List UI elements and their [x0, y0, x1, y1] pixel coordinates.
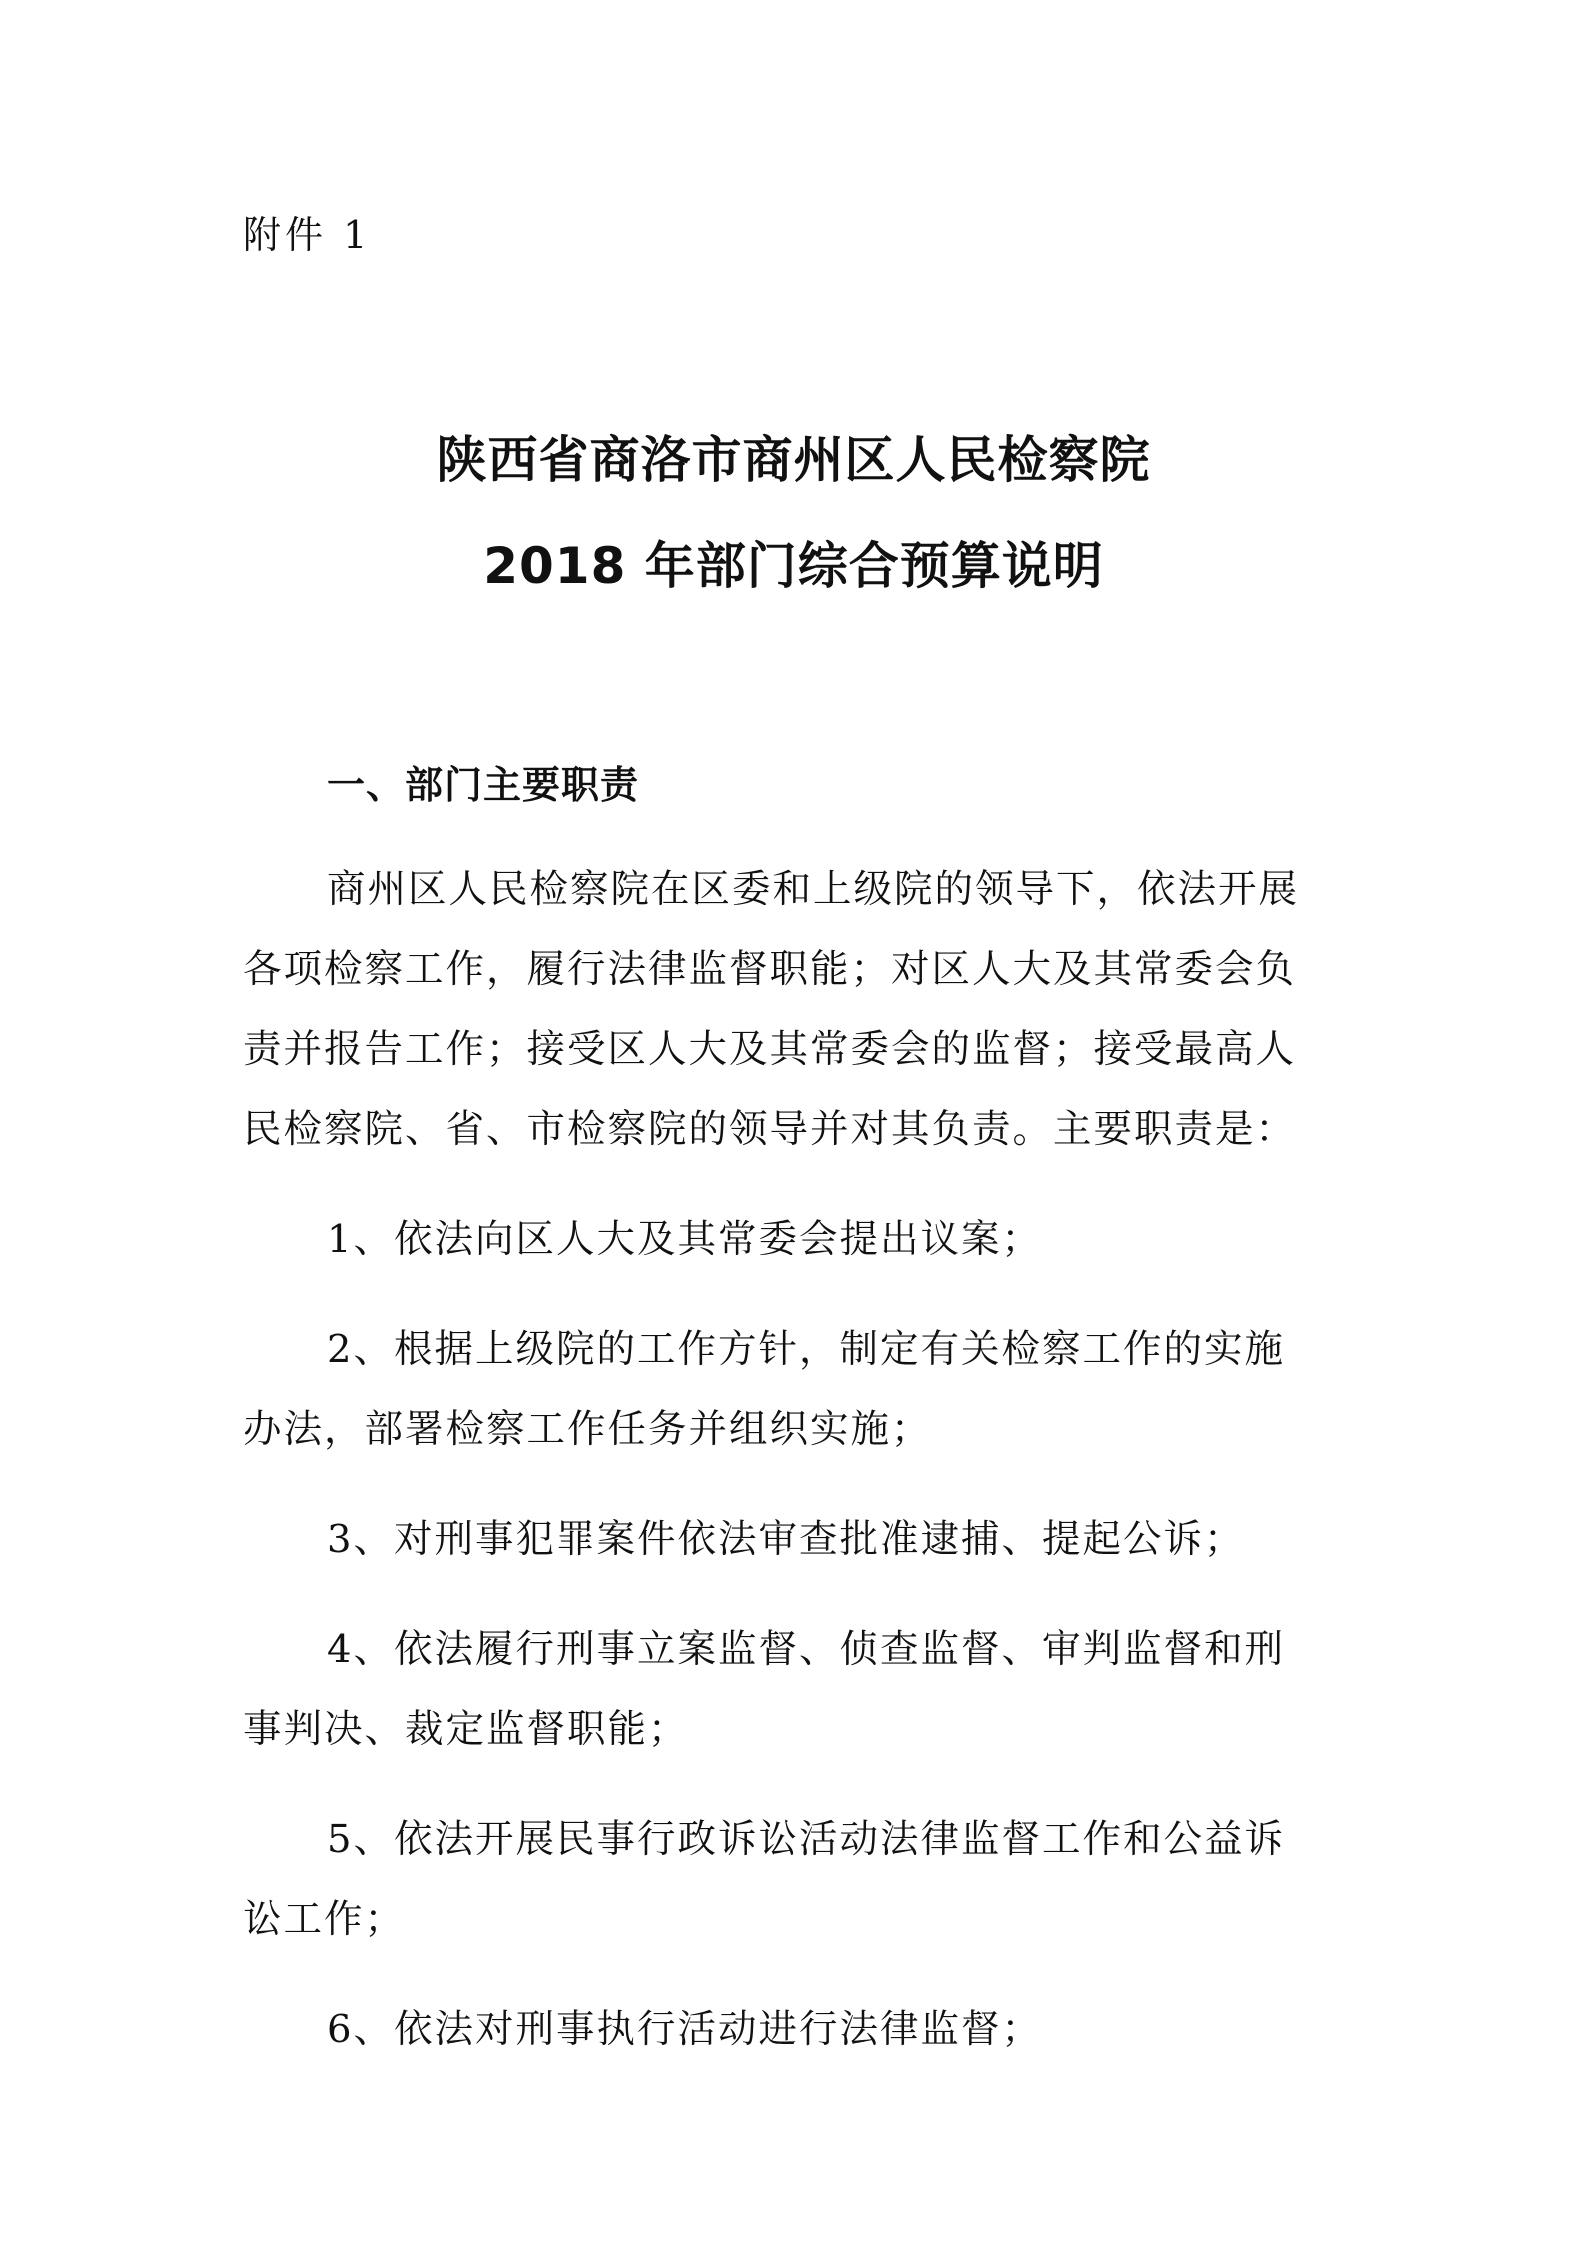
duty-item-3: 3、对刑事犯罪案件依法审查批准逮捕、提起公诉； [327, 1517, 1245, 1562]
section-heading: 一、部门主要职责 [327, 763, 640, 807]
duty-item-2-cont: 办法，部署检察工作任务并组织实施； [243, 1407, 932, 1452]
attachment-label: 附件 1 [243, 213, 372, 257]
duty-item-6: 6、依法对刑事执行活动进行法律监督； [327, 2007, 1042, 2052]
intro-line: 民检察院、省、市检察院的领导并对其负责。主要职责是： [243, 1107, 1297, 1152]
duty-item-1: 1、依法向区人大及其常委会提出议案； [327, 1217, 1042, 1262]
duty-item-4: 4、依法履行刑事立案监督、侦查监督、审判监督和刑 [327, 1627, 1285, 1672]
duty-item-2: 2、根据上级院的工作方针，制定有关检察工作的实施 [327, 1327, 1285, 1372]
intro-line: 商州区人民检察院在区委和上级院的领导下，依法开展 [327, 867, 1300, 912]
intro-line: 责并报告工作；接受区人大及其常委会的监督；接受最高人 [243, 1027, 1297, 1072]
duty-item-5: 5、依法开展民事行政诉讼活动法律监督工作和公益诉 [327, 1817, 1285, 1862]
intro-line: 各项检察工作，履行法律监督职能；对区人大及其常委会负 [243, 947, 1297, 992]
duty-item-4-cont: 事判决、裁定监督职能； [243, 1707, 689, 1752]
document-title-line-1: 陕西省商洛市商州区人民检察院 [436, 431, 1151, 489]
document-title-line-2: 2018 年部门综合预算说明 [483, 537, 1104, 595]
duty-item-5-cont: 讼工作； [243, 1897, 406, 1942]
